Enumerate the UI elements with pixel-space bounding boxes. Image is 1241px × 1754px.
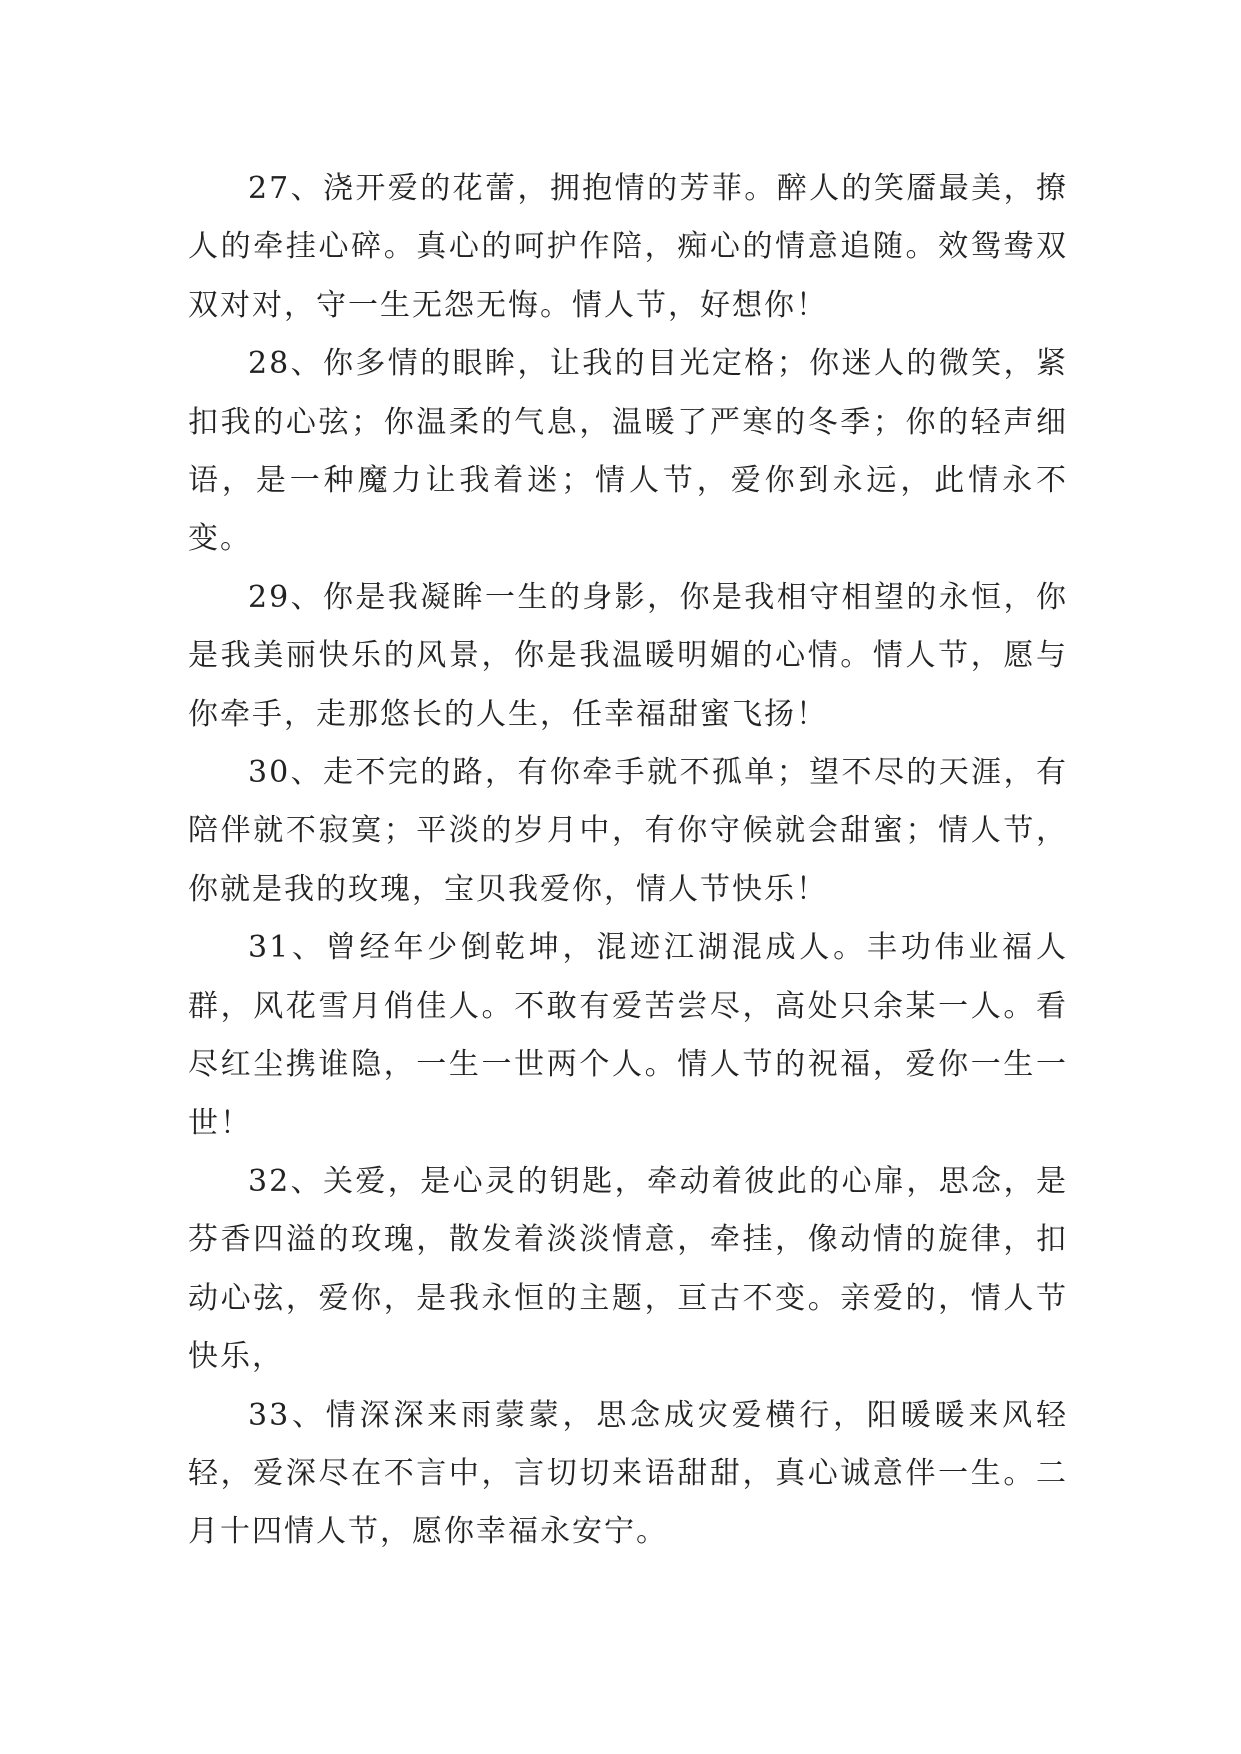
paragraph-27: 27、浇开爱的花蕾，拥抱情的芳菲。醉人的笑靥最美，撩人的牵挂心碎。真心的呵护作陪，痴心的情意追随。效鸳鸯双双对对，守一生无怨无悔。情人节，好想你！ [188, 171, 1068, 323]
paragraph-29: 29、你是我凝眸一生的身影，你是我相守相望的永恒，你是我美丽快乐的风景，你是我温暖明媚的心情。情人节，愿与你牵手，走那悠长的人生，任幸福甜蜜飞扬！ [188, 579, 1068, 732]
paragraph-32: 32、关爱，是心灵的钥匙，牵动着彼此的心扉，思念，是芬香四溢的玫瑰，散发着淡淡情意，牵挂，像动情的旋律，扣动心弦，爱你，是我永恒的主题，亘古不变。亲爱的，情人节快乐， [188, 1163, 1068, 1375]
document-body [188, 160, 1068, 1562]
paragraph-28: 28、你多情的眼眸，让我的目光定格；你迷人的微笑，紧扣我的心弦；你温柔的气息，温暖了严寒的冬季；你的轻声细语，是一种魔力让我着迷；情人节，爱你到永远，此情永不变。 [188, 346, 1068, 557]
paragraph-33: 33、情深深来雨蒙蒙，思念成灾爱横行，阳暖暖来风轻轻，爱深尽在不言中，言切切来语甜甜，真心诚意伴一生。二月十四情人节，愿你幸福永安宁。 [188, 1397, 1068, 1550]
paragraph-31: 31、曾经年少倒乾坤，混迹江湖混成人。丰功伟业福人群，风花雪月俏佳人。不敢有爱苦尝尽，高处只余某一人。看尽红尘携谁隐，一生一世两个人。情人节的祝福，爱你一生一世！ [188, 930, 1068, 1141]
paragraph-30: 30、走不完的路，有你牵手就不孤单；望不尽的天涯，有陪伴就不寂寞；平淡的岁月中，有你守候就会甜蜜；情人节，你就是我的玫瑰，宝贝我爱你，情人节快乐！ [188, 755, 1068, 907]
